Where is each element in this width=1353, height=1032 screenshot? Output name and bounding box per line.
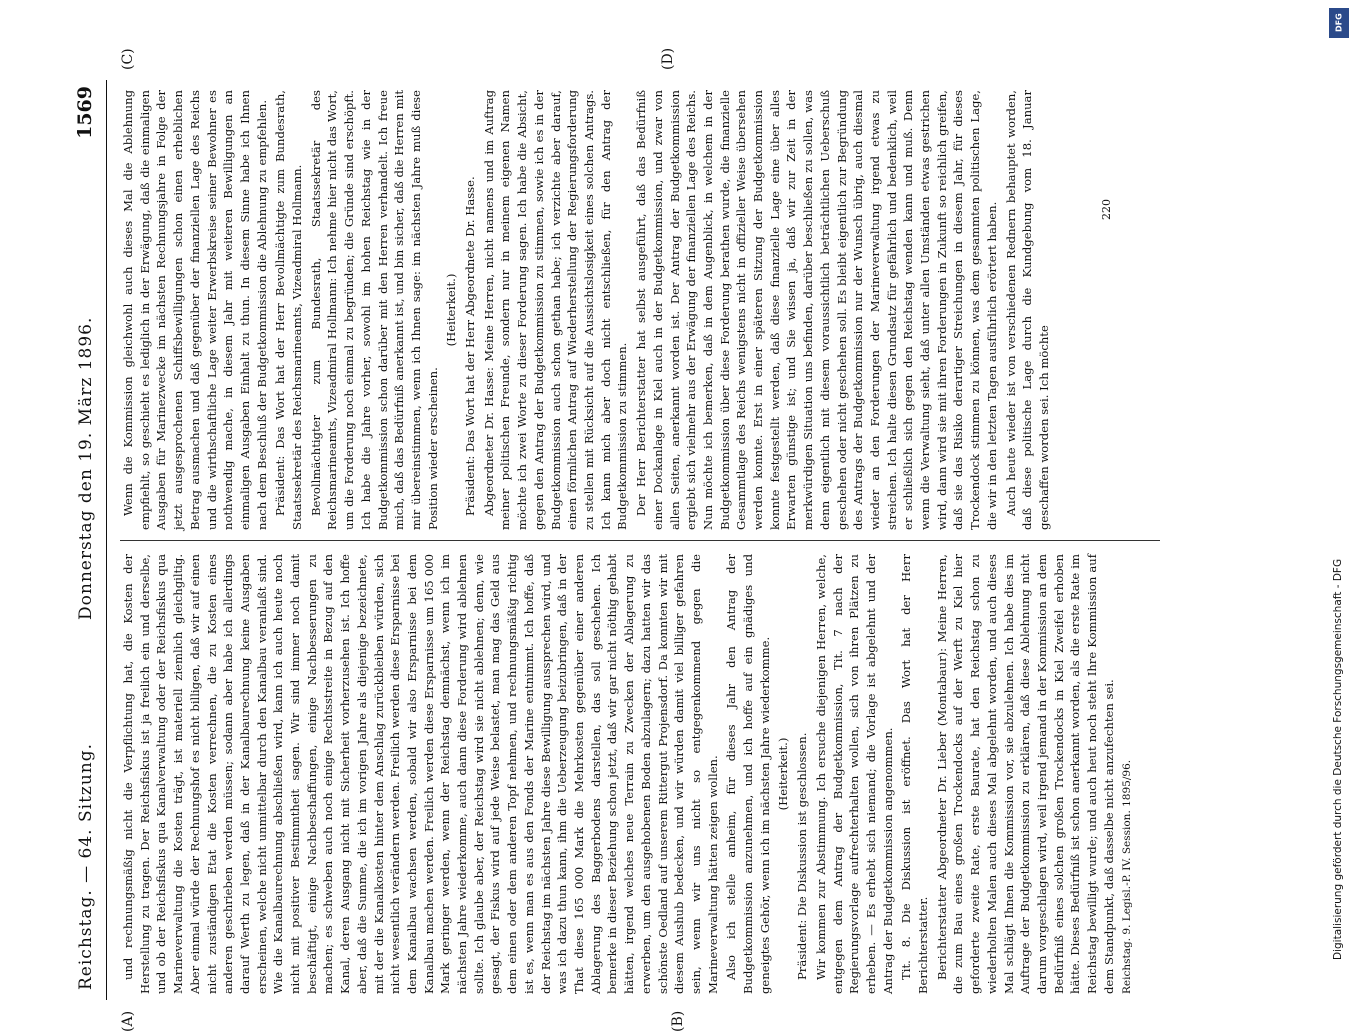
paragraph: Tit. 8. Die Diskussion ist eröffnet. Das Wort hat der Herr Berichterstatter. [899, 554, 931, 994]
paragraph: Der Herr Berichterstatter hat selbst ausgeführt, daß das Bedürfniß einer Dockanlage in Kiel auch in der Budgetkommission, und zwar von allen Seiten, anerkannt worden ist. Der Antrag der Budgetkommission ergiebt sich vielmehr aus der Erwägung der finanziellen Lage des Reichs. Nun möchte ich bemerken, daß in dem Augenblick, in welchem in der Budgetkommission über diese Forderung berathen wurde, die finanzielle Gesammtlage des Reichs wenigstens nicht in offizieller Weise übersehen werden konnte. Erst in einer späteren Sitzung der Budgetkommission konnte festgestellt werden, daß diese finanzielle Lage eine über alles Erwarten günstige ist; und Sie wissen ja, daß wir zur Zeit in der merkwürdigen Situation uns befinden, darüber beschließen zu sollen, was denn eigentlich mit diesem voraussichtlich beträchtlichen Ueberschuß geschehen oder nicht geschehen soll. Es bleibt eigentlich zur Begründung des Antrags der Budgetkommission nur der Wunsch übrig, auch diesmal wieder an den Forderungen der Marineverwaltung irgend etwas zu streichen. Ich halte diesen Grundsatz für gefährlich und bedenklich, weil er schließlich sich gegen den Reichstag wenden kann und muß. Denn wenn die Verwaltung sieht, daß unter allen Umständen etwas gestrichen wird, dann wird sie mit ihren Forderungen in Zukunft so reichlich greifen, daß sie das Risiko derartiger Streichungen in diesem Jahr, für dieses Trockendock stimmen zu können, was dem gesammten politischen Lage, die wir in den letzten Tagen ausführlich erörtert haben. [634, 90, 999, 530]
paragraph: Berichterstatter Abgeordneter Dr. Lieber (Montabaur): Meine Herren, die zum Bau eines großen Trockendocks auf der Werft zu Kiel hier geforderte zweite Rate, erste Baurate, hat den Reichstag schon zu wiederholten Malen auch dieses Mal abgelehnt worden, und auch dieses Mal schlägt Ihnen die Kommission vor, sie abzulehnen. Ich habe dies im Auftrage der Budgetkommission zu erklären, daß diese Ablehnung nicht darum vorgeschlagen wird, weil irgend jemand in der Kommission an dem Bedürfniß eines solchen großen Trockendocks in Kiel Zweifel erhoben hätte. Dieses Bedürfniß ist schon anerkannt worden, als die erste Rate im Reichstag bewilligt wurde; und auch heut noch steht Ihre Kommission auf dem Standpunkt, daß dasselbe nicht anzufechten sei. [934, 554, 1116, 994]
document-page [60, 47, 1300, 1032]
header-left: Reichstag. — 64. Sitzung. [76, 742, 96, 990]
paragraph: Auch heute wieder ist von verschiedenen Rednern behauptet worden, daß diese politische Lage durch die Kundgebung vom 18. Januar geschaffen worden sei. Ich möchte [1003, 90, 1051, 530]
paragraph-laughter: (Heiterkeit.) [776, 737, 791, 811]
dfg-credit-text: Digitalisierung gefördert durch die Deutsche Forschungsgemeinschaft - DFG [1332, 558, 1344, 960]
margin-letter-c: (C) [120, 48, 136, 70]
credit-strip [1327, 0, 1349, 1000]
margin-letter-d: (D) [660, 47, 676, 70]
margin-letter-b: (B) [670, 1010, 686, 1032]
paragraph: Präsident: Das Wort hat der Herr Abgeordnete Dr. Hasse. [463, 176, 478, 516]
paragraph: Also ich stelle anheim, für dieses Jahr den Antrag der Budgetkommission anzunehmen, und ich hoffe auf ein gnädiges und geneigtes Gehör, wenn ich im nächsten Jahre wiederkomme. [724, 554, 772, 994]
session-signature: Reichstag. 9. Legisl.-P. IV. Session. 1895/96. [1121, 759, 1134, 994]
paragraph-laughter: (Heiterkeit.) [444, 273, 459, 347]
dfg-logo-icon: DFG [1329, 8, 1349, 38]
margin-letter-a: (A) [120, 1010, 136, 1032]
left-column [120, 554, 1138, 994]
paragraph: Wir kommen zur Abstimmung. Ich ersuche diejenigen Herren, welche, entgegen dem Antrag der Budgetkommission, Tit. 7 nach der Regierungsvorlage aufrechterhalten wollen, sich von ihren Plätzen zu erheben. — Es erhebt sich niemand; die Vorlage ist abgelehnt und der Antrag der Budgetkommission angenommen. [813, 554, 895, 994]
paragraph: und rechnungsmäßig nicht die Verpflichtung hat, die Kosten der Herstellung zu tragen. Der Reichsfiskus ist ja freilich ein und derselbe, und ob der Reichsfiskus qua Kanalverwaltung oder der Reichsfiskus qua Marineverwaltung die Kosten trägt, ist materiell ziemlich gleichgiltig. Aber einmal würde der Rechnungshof es nicht billigen, daß wir auf einen nicht zuständigen Etat die Kosten verrechnen, die zu Kosten eines anderen geschrieben werden müssen; sodann aber habe ich allerdings darauf Werth zu legen, daß in der Kanalbaurechnung keine Ausgaben erscheinen, welche nicht unmittelbar durch den Kanalbau veranlaßt sind. Wie die Kanalbaurechnung abschließen wird, kann ich auch heute noch nicht mit positiver Bestimmtheit sagen. Wir sind immer noch damit beschäftigt, einige Nachbeschaffungen, einige Nachbesserungen zu machen; es schweben auch noch einige Rechtsstreite in Bezug auf den Kanal, deren Ausgang nicht mit Sicherheit vorherzusehen ist. Ich hoffe aber, daß die Summe, die ich im vorigen Jahre als diejenige bezeichnete, mit der die Kanalkosten hinter dem Anschlag zurückbleiben würden, sich nicht wesentlich verändern werden. Freilich werden diese Ersparnisse bei dem Kanalbau wachsen werden, sobald wir also Ersparnisse bei dem Kanalbau machen werden. Freilich werden diese Ersparnisse um 165 000 Mark geringer werden, wenn der Reichstag demnächst, wenn ich im nächsten Jahre wiederkomme, auch dann diese Forderung wird ablehnen sollte. Ich glaube aber, der Reichstag wird sie nicht ablehnen; denn, wie gesagt, der Fiskus wird auf jede Weise belastet, man mag das Geld aus dem einen oder dem anderen Topf nehmen, und rechnungsmäßig richtig ist es, wenn man es aus den Fonds der Marine entnimmt. Ich hoffe, daß der Reichstag im nächsten Jahre diese Bewilligung aussprechen wird, und was ich dazu thun kann, ihm die Ueberzeugung beizubringen, daß in der That diese 165 000 Mark die Mehrkosten gegenüber einer anderen Ablagerung des Baggerbodens darstellen, das soll geschehen. Ich bemerke in dieser Beziehung schon jetzt, daß wir gar nicht nöthig gehabt hätten, irgend welches neue Terrain zu Zwecken der Ablagerung zu erwerben, um den ausgehobenen Boden abzulagern; dazu hatten wir das schönste Oedland auf unserem Rittergut Projensdorf. Da konnten wir mit diesem Aushub bedecken, und wir würden damit viel billiger gefahren sein, wenn wir uns nicht so entgegenkommend gegen die Marineverwaltung hätten zeigen wollen. [121, 554, 720, 994]
page-number: 1569 [74, 86, 96, 139]
paragraph: Abgeordneter Dr. Hasse: Meine Herren, nicht namens und im Auftrag meiner politischen Freunde, sondern nur in meinem eigenen Namen möchte ich zwei Worte zu dieser Forderung sagen. Ich habe die Absicht, gegen den Antrag der Budgetkommission zu stimmen, sowie ich es in der Budgetkommission auch schon gethan habe; ich verzichte aber darauf, einen förmlichen Antrag auf Wiederherstellung der Regierungsforderung zu stellen mit Rücksicht auf die Aussichtslosigkeit eines solchen Antrags. Ich kann mich aber doch nicht entschließen, für den Antrag der Budgetkommission zu stimmen. [481, 90, 630, 530]
page-header [60, 80, 107, 1000]
paragraph: Bevollmächtigter zum Bundesrath, Staatssekretär des Reichsmarineamts, Vizeadmiral Hollmann: Ich nehme hier nicht das Wort, um die Forderung noch einmal zu begründen; die Gründe sind erschöpft. Ich habe die Jahre vorher, sowohl im hohen Reichstag wie in der Budgetkommission schon darüber mit den Herren verhandelt. Ich freue mich, daß das Bedürfniß anerkannt ist, und bin sicher, daß die Herren mit mir übereinstimmen, wenn ich Ihnen sage: im nächsten Jahre muß diese Position wieder erscheinen. [308, 90, 440, 530]
sheet-number: 220 [1100, 199, 1113, 220]
paragraph: Präsident: Das Wort hat der Herr Bevollmächtigte zum Bundesrath, Staatssekretär des Reichsmarineamts, Vizeadmiral Hollmann. [273, 90, 305, 530]
paragraph: Präsident: Die Diskussion ist geschlossen. [795, 732, 810, 980]
header-date: Donnerstag den 19. März 1896. [76, 316, 96, 620]
paragraph: Wenn die Kommission gleichwohl auch dieses Mal die Ablehnung empfiehlt, so geschieht es lediglich in der Erwägung, daß die einmaligen Ausgaben für Marinezwecke im nächsten Rechnungsjahre in Folge der jetzt ausgesprochenen Schiffsbewilligungen schon einen erheblichen Betrag ausmachen und daß gegenüber der finanziellen Lage des Reichs und die wirthschaftliche Lage weiter Erwerbskreise seiner Bewohner es nothwendig mache, in diesem Jahr mit weiteren Bewilligungen an einmaligen Ausgaben Einhalt zu thun. In diesem Sinne habe ich Ihnen nach dem Beschluß der Budgetkommission die Ablehnung zu empfehlen. [121, 90, 269, 530]
column-divider [120, 540, 1160, 541]
right-column [120, 90, 1055, 530]
